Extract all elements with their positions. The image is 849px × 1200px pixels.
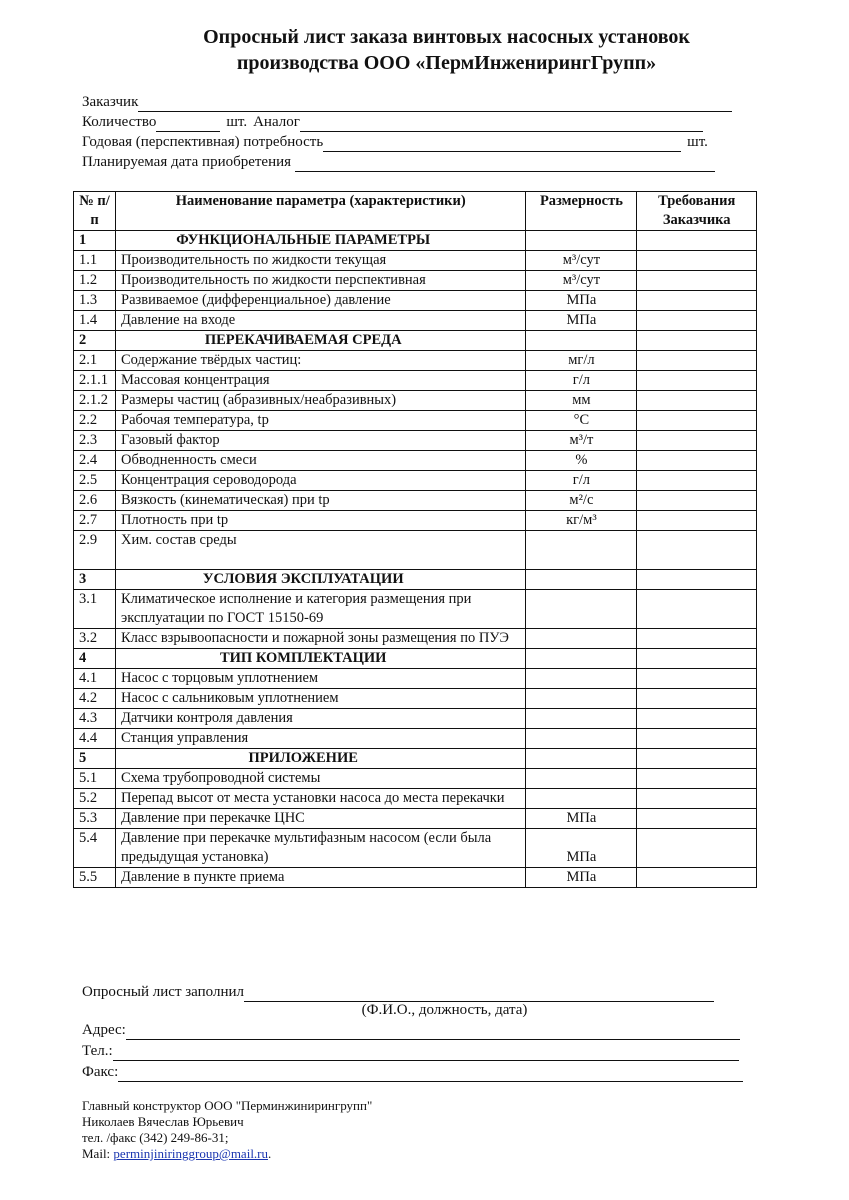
fio-hint-text: (Ф.И.О., должность, дата): [361, 1002, 528, 1018]
phone-label: Тел.:: [82, 1043, 113, 1059]
param-unit: мм: [526, 391, 637, 411]
table-row: [74, 709, 757, 729]
param-name: Концентрация сероводорода: [116, 471, 526, 491]
customer-requirement-cell[interactable]: [637, 311, 757, 331]
row-num: 3.1: [74, 590, 116, 629]
section-row: [74, 649, 757, 669]
sig-mail-row: [82, 1146, 372, 1162]
table-row: [74, 868, 757, 888]
table-row: [74, 809, 757, 829]
address-label: Адрес:: [82, 1022, 126, 1038]
param-name: Обводненность смеси: [116, 451, 526, 471]
customer-requirement-cell[interactable]: [637, 769, 757, 789]
customer-requirement-cell[interactable]: [637, 729, 757, 749]
param-name: Давление на входе: [116, 311, 526, 331]
param-name: Плотность при tр: [116, 511, 526, 531]
param-unit: м³/сут: [526, 251, 637, 271]
title-line-2: производства ООО «ПермИнженирингГрупп»: [236, 52, 657, 74]
sig-line-3: тел. /факс (342) 249-86-31;: [82, 1130, 229, 1145]
param-unit: г/л: [526, 371, 637, 391]
param-unit: МПа: [526, 829, 637, 868]
row-num: 2.4: [74, 451, 116, 471]
param-name: Давление при перекачке ЦНС: [116, 809, 526, 829]
param-unit: [526, 231, 637, 251]
param-unit: [526, 629, 637, 649]
param-unit: [526, 789, 637, 809]
table-row: [74, 251, 757, 271]
customer-requirement-cell[interactable]: [637, 231, 757, 251]
row-num: 4.4: [74, 729, 116, 749]
row-num: 5.5: [74, 868, 116, 888]
row-num: 5.1: [74, 769, 116, 789]
param-unit: [526, 689, 637, 709]
analog-label: Аналог: [253, 114, 300, 130]
param-unit: [526, 649, 637, 669]
customer-requirement-cell[interactable]: [637, 749, 757, 769]
row-num: 2.3: [74, 431, 116, 451]
param-unit: МПа: [526, 311, 637, 331]
param-name: Развиваемое (дифференциальное) давление: [116, 291, 526, 311]
param-unit: кг/м³: [526, 511, 637, 531]
table-row: [74, 271, 757, 291]
annual-need-unit: шт.: [687, 134, 708, 150]
filled-by-row: [82, 982, 714, 1002]
quantity-row: [82, 112, 703, 132]
row-num: 5: [74, 749, 116, 769]
customer-requirement-cell[interactable]: [637, 689, 757, 709]
section-title: ФУНКЦИОНАЛЬНЫЕ ПАРАМЕТРЫ: [116, 231, 526, 251]
filled-by-field[interactable]: [244, 986, 714, 1002]
row-num: 2.7: [74, 511, 116, 531]
row-num: 4.3: [74, 709, 116, 729]
param-name: Насос с торцовым уплотнением: [116, 669, 526, 689]
customer-requirement-cell[interactable]: [637, 251, 757, 271]
table-row: [74, 511, 757, 531]
section-row: [74, 570, 757, 590]
phone-row: [82, 1041, 739, 1061]
col-req-header: Требования Заказчика: [637, 192, 757, 231]
section-title: ПРИЛОЖЕНИЕ: [116, 749, 526, 769]
section-row: [74, 231, 757, 251]
param-name: Перепад высот от места установки насоса до места перекачки: [116, 789, 526, 809]
customer-field[interactable]: [138, 96, 732, 112]
customer-requirement-cell[interactable]: [637, 471, 757, 491]
param-name: Массовая концентрация: [116, 371, 526, 391]
pcs-label: шт.: [226, 114, 248, 130]
fax-label: Факс:: [82, 1064, 119, 1080]
table-row: [74, 291, 757, 311]
param-unit: °С: [526, 411, 637, 431]
param-name: Производительность по жидкости текущая: [116, 251, 526, 271]
customer-requirement-cell[interactable]: [637, 868, 757, 888]
customer-requirement-cell[interactable]: [637, 511, 757, 531]
fio-hint: [0, 1002, 849, 1019]
row-num: 3.2: [74, 629, 116, 649]
row-num: 4.2: [74, 689, 116, 709]
requirements-table: [73, 191, 757, 888]
table-row: [74, 829, 757, 868]
row-num: 2.2: [74, 411, 116, 431]
param-unit: МПа: [526, 291, 637, 311]
row-num: 1.1: [74, 251, 116, 271]
customer-requirement-cell[interactable]: [637, 391, 757, 411]
param-unit: г/л: [526, 471, 637, 491]
section-title: УСЛОВИЯ ЭКСПЛУАТАЦИИ: [116, 570, 526, 590]
table-row: [74, 590, 757, 629]
param-unit: мг/л: [526, 351, 637, 371]
row-num: 2: [74, 331, 116, 351]
planned-date-field[interactable]: [295, 156, 715, 172]
customer-requirement-cell[interactable]: [637, 371, 757, 391]
row-num: 1.3: [74, 291, 116, 311]
table-row: [74, 789, 757, 809]
row-num: 2.6: [74, 491, 116, 511]
row-num: 2.9: [74, 531, 116, 570]
table-row: [74, 311, 757, 331]
fax-row: [82, 1062, 743, 1082]
row-num: 2.1.1: [74, 371, 116, 391]
param-name: Станция управления: [116, 729, 526, 749]
table-row: [74, 471, 757, 491]
section-title: ПЕРЕКАЧИВАЕМАЯ СРЕДА: [116, 331, 526, 351]
table-row: [74, 371, 757, 391]
address-field[interactable]: [126, 1024, 740, 1040]
param-unit: МПа: [526, 868, 637, 888]
annual-need-field[interactable]: [323, 136, 681, 152]
document-title: [0, 24, 849, 76]
quantity-field[interactable]: [156, 116, 220, 132]
customer-requirement-cell[interactable]: [637, 491, 757, 511]
param-name: Схема трубопроводной системы: [116, 769, 526, 789]
table-body: [74, 231, 757, 888]
customer-requirement-cell[interactable]: [637, 451, 757, 471]
row-num: 2.1.2: [74, 391, 116, 411]
fax-field[interactable]: [118, 1066, 743, 1082]
filled-by-label: Опросный лист заполнил: [82, 984, 244, 1000]
table-row: [74, 729, 757, 749]
table-header-row: [74, 192, 757, 231]
param-unit: [526, 531, 637, 570]
customer-requirement-cell[interactable]: [637, 809, 757, 829]
title-line-1: Опросный лист заказа винтовых насосных установок: [203, 26, 690, 48]
param-name: Климатическое исполнение и категория размещения при эксплуатации по ГОСТ 15150-69: [116, 590, 526, 629]
customer-requirement-cell[interactable]: [637, 709, 757, 729]
customer-requirement-cell[interactable]: [637, 669, 757, 689]
param-name: Класс взрывоопасности и пожарной зоны размещения по ПУЭ: [116, 629, 526, 649]
row-num: 5.4: [74, 829, 116, 868]
section-title: ТИП КОМПЛЕКТАЦИИ: [116, 649, 526, 669]
param-unit: [526, 729, 637, 749]
annual-need-label: Годовая (перспективная) потребность: [82, 134, 324, 150]
email-link[interactable]: perminjiniringgroup@mail.ru: [113, 1146, 269, 1161]
row-num: 3: [74, 570, 116, 590]
param-unit: МПа: [526, 809, 637, 829]
table-row: [74, 629, 757, 649]
section-row: [74, 749, 757, 769]
col-num-header: № п/п: [74, 192, 116, 231]
planned-date-row: [82, 152, 715, 172]
param-name: Хим. состав среды: [116, 531, 526, 570]
customer-requirement-cell[interactable]: [637, 431, 757, 451]
param-unit: м³/т: [526, 431, 637, 451]
param-unit: [526, 570, 637, 590]
param-name: Производительность по жидкости перспективная: [116, 271, 526, 291]
table-row: [74, 431, 757, 451]
customer-row: [82, 92, 732, 112]
row-num: 1.2: [74, 271, 116, 291]
table-row: [74, 491, 757, 511]
param-unit: [526, 331, 637, 351]
analog-field[interactable]: [300, 116, 703, 132]
row-num: 5.2: [74, 789, 116, 809]
annual-need-row: [82, 132, 708, 152]
customer-requirement-cell[interactable]: [637, 411, 757, 431]
customer-requirement-cell[interactable]: [637, 629, 757, 649]
row-num: 5.3: [74, 809, 116, 829]
param-unit: м³/сут: [526, 271, 637, 291]
table-row: [74, 411, 757, 431]
row-num: 4: [74, 649, 116, 669]
col-unit-header: Размерность: [526, 192, 637, 231]
mail-tail: .: [268, 1146, 272, 1161]
param-name: Давление в пункте приема: [116, 868, 526, 888]
row-num: 2.5: [74, 471, 116, 491]
customer-requirement-cell[interactable]: [637, 649, 757, 669]
row-num: 2.1: [74, 351, 116, 371]
table-row: [74, 689, 757, 709]
table-row: [74, 669, 757, 689]
customer-requirement-cell[interactable]: [637, 531, 757, 570]
table-row: [74, 451, 757, 471]
table-row: [74, 769, 757, 789]
param-name: Содержание твёрдых частиц:: [116, 351, 526, 371]
param-name: Датчики контроля давления: [116, 709, 526, 729]
param-unit: м²/с: [526, 491, 637, 511]
customer-requirement-cell[interactable]: [637, 351, 757, 371]
customer-requirement-cell[interactable]: [637, 271, 757, 291]
row-num: 4.1: [74, 669, 116, 689]
param-name: Давление при перекачке мультифазным насосом (если была предыдущая установка): [116, 829, 526, 868]
param-unit: [526, 590, 637, 629]
table-row: [74, 531, 757, 570]
customer-requirement-cell[interactable]: [637, 291, 757, 311]
section-row: [74, 331, 757, 351]
table-row: [74, 351, 757, 371]
sig-line-2: Николаев Вячеслав Юрьевич: [82, 1114, 244, 1129]
param-unit: [526, 769, 637, 789]
param-name: Рабочая температура, tр: [116, 411, 526, 431]
param-unit: [526, 749, 637, 769]
col-name-header: Наименование параметра (характеристики): [116, 192, 526, 231]
customer-requirement-cell[interactable]: [637, 789, 757, 809]
table-row: [74, 391, 757, 411]
phone-field[interactable]: [113, 1045, 739, 1061]
row-num: 1.4: [74, 311, 116, 331]
customer-requirement-cell[interactable]: [637, 590, 757, 629]
customer-label: Заказчик: [82, 94, 139, 110]
sig-line-1: Главный конструктор ООО "Перминжинирингрупп": [82, 1098, 373, 1113]
param-name: Вязкость (кинематическая) при tр: [116, 491, 526, 511]
param-name: Насос с сальниковым уплотнением: [116, 689, 526, 709]
planned-date-label: Планируемая дата приобретения: [82, 154, 292, 170]
customer-requirement-cell[interactable]: [637, 829, 757, 868]
row-num: 1: [74, 231, 116, 251]
param-name: Газовый фактор: [116, 431, 526, 451]
param-unit: [526, 709, 637, 729]
customer-requirement-cell[interactable]: [637, 570, 757, 590]
param-name: Размеры частиц (абразивных/неабразивных): [116, 391, 526, 411]
signature-block: [82, 1098, 372, 1162]
address-row: [82, 1020, 740, 1040]
quantity-label: Количество: [82, 114, 157, 130]
param-unit: [526, 669, 637, 689]
mail-label: Mail:: [82, 1146, 111, 1161]
param-unit: %: [526, 451, 637, 471]
customer-requirement-cell[interactable]: [637, 331, 757, 351]
